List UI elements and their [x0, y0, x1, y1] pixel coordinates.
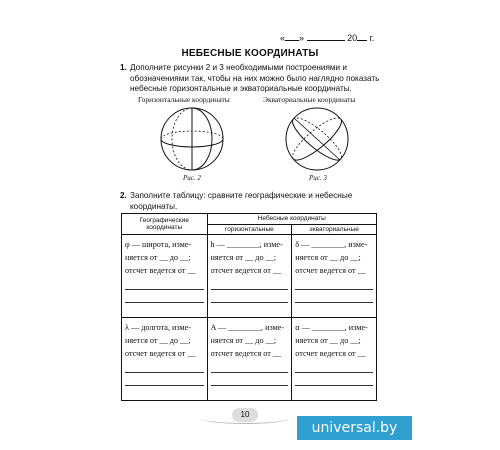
- task-2: [120, 191, 380, 212]
- header-horizontal: горизонтальные: [207, 224, 292, 235]
- date-close-quote: »: [299, 33, 305, 43]
- answer-line[interactable]: [211, 360, 289, 373]
- answer-line[interactable]: [211, 277, 289, 290]
- task-1: [120, 63, 380, 95]
- month-blank[interactable]: [307, 33, 345, 41]
- date-open-quote: «: [280, 33, 286, 43]
- year-blank[interactable]: [357, 33, 367, 41]
- answer-line[interactable]: [125, 277, 204, 290]
- horizontal-sphere-figure: [155, 106, 229, 172]
- cell-longitude[interactable]: λ — долгота, изме- няется от __ до __; отсчет ведется от __: [122, 318, 208, 401]
- answer-line[interactable]: [295, 373, 373, 386]
- cell-altitude[interactable]: h — ________, изме- няется от __ до __; отсчет ведется от __: [207, 235, 292, 318]
- day-blank[interactable]: [285, 33, 299, 41]
- answer-line[interactable]: [125, 373, 204, 386]
- cell-latitude[interactable]: φ — широта, изме- няется от __ до __; отсчет ведется от __: [122, 235, 208, 318]
- header-celestial: Небесные координаты: [207, 214, 376, 225]
- answer-line[interactable]: [295, 277, 373, 290]
- answer-line[interactable]: [125, 290, 204, 303]
- task-1-text: Дополните рисунки 2 и 3 необходимыми построениями и обозначениями так, чтобы на них можно было наглядно показать небесные горизонтальные и экваториальные координаты.: [130, 63, 380, 94]
- task-2-text: Заполните таблицу: сравните географические и небесные координаты.: [130, 191, 353, 211]
- fig3-caption: Рис. 3: [309, 174, 327, 182]
- answer-line[interactable]: [295, 360, 373, 373]
- cell-right-ascension[interactable]: α — ________, изме- няется от __ до __; отсчет ведется от __: [292, 318, 377, 401]
- page-number: 10: [232, 408, 258, 422]
- table-row: [122, 318, 377, 401]
- equatorial-sphere-figure: [280, 106, 354, 172]
- header-equatorial: экваториальные: [292, 224, 377, 235]
- fig2-caption: Рис. 2: [183, 174, 201, 182]
- header-geographic: Географические координаты: [122, 214, 208, 235]
- page-title: НЕБЕСНЫЕ КООРДИНАТЫ: [181, 48, 319, 59]
- date-line: [280, 33, 390, 43]
- task-1-number: 1.: [120, 63, 127, 72]
- fig2-label: Горизонтальные координаты: [138, 95, 230, 104]
- answer-line[interactable]: [295, 290, 373, 303]
- answer-line[interactable]: [125, 360, 204, 373]
- year-suffix: г.: [369, 33, 375, 43]
- fig3-label: Экваториальные координаты: [263, 95, 356, 104]
- table-row: [122, 235, 377, 318]
- coordinates-table: [121, 213, 377, 401]
- task-2-number: 2.: [120, 191, 127, 200]
- answer-line[interactable]: [211, 373, 289, 386]
- answer-line[interactable]: [211, 290, 289, 303]
- cell-azimuth[interactable]: A — ________, изме- няется от __ до __; отсчет ведется от __: [207, 318, 292, 401]
- cell-declination[interactable]: δ — ________, изме- няется от __ до __; отсчет ведется от __: [292, 235, 377, 318]
- watermark-logo: universal.by: [297, 416, 412, 440]
- year-label: 20: [347, 33, 358, 43]
